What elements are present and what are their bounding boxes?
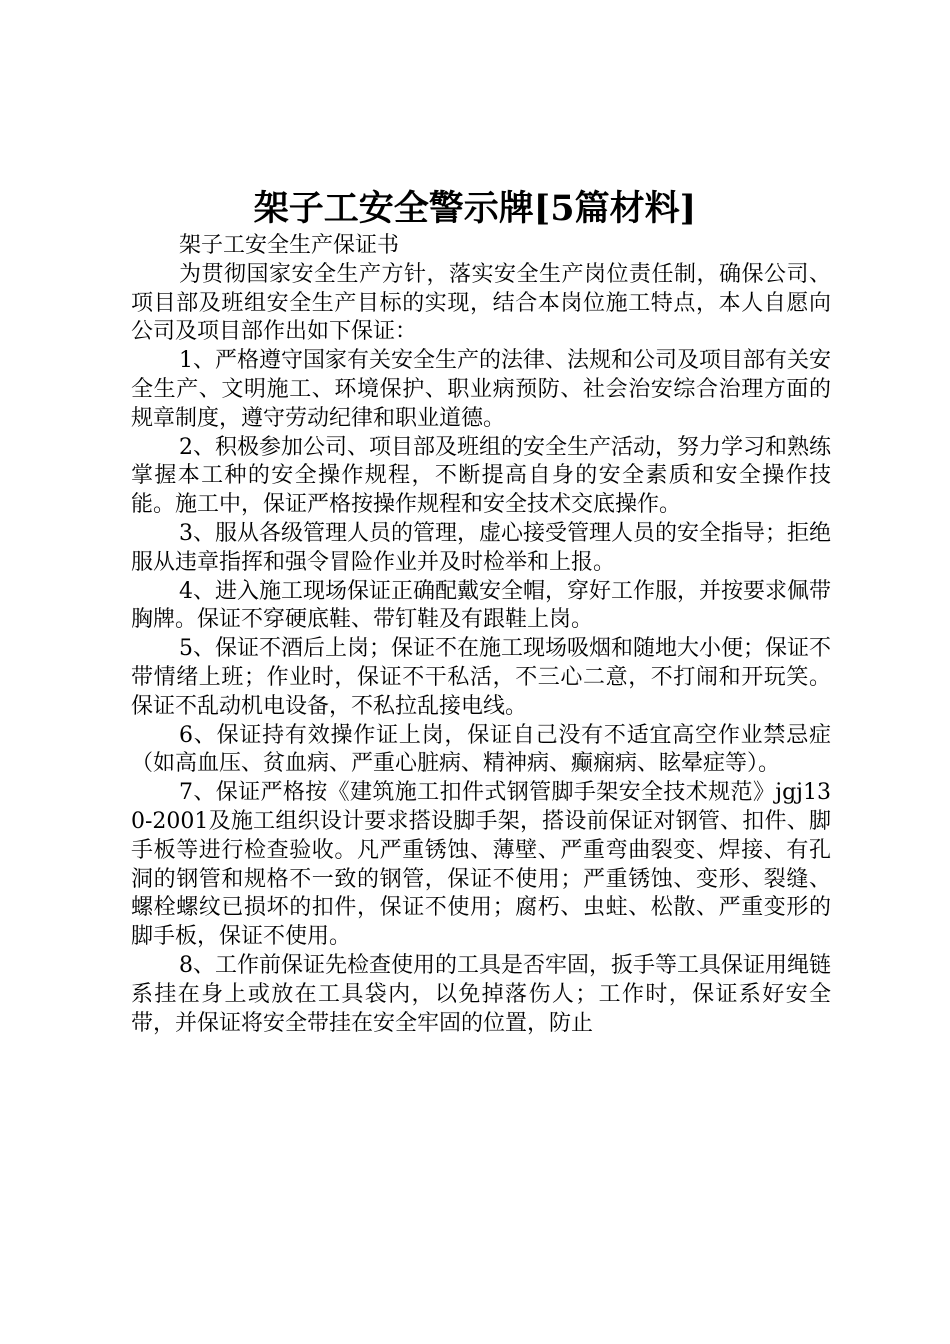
paragraph-item-1: 1、严格遵守国家有关安全生产的法律、法规和公司及项目部有关安全生产、文明施工、环境保护、职业病预防、社会治安综合治理方面的规章制度，遵守劳动纪律和职业道德。 [131,348,831,431]
paragraph-item-2: 2、积极参加公司、项目部及班组的安全生产活动，努力学习和熟练掌握本工种的安全操作规程，不断提高自身的安全素质和安全操作技能。施工中，保证严格按操作规程和安全技术交底操作。 [131,434,831,518]
document-subtitle: 架子工安全生产保证书 [179,233,400,258]
document-title: 架子工安全警示牌[5篇材料] [253,188,697,229]
paragraph-item-4: 4、进入施工现场保证正确配戴安全帽，穿好工作服，并按要求佩带胸牌。保证不穿硬底鞋、带钉鞋及有跟鞋上岗。 [131,578,831,633]
paragraph-item-3: 3、服从各级管理人员的管理，虚心接受管理人员的安全指导；拒绝服从违章指挥和强令冒险作业并及时检举和上报。 [131,520,831,575]
document-body [131,232,831,1038]
paragraph-intro: 为贯彻国家安全生产方针，落实安全生产岗位责任制，确保公司、项目部及班组安全生产目标的实现，结合本岗位施工特点，本人自愿向公司及项目部作出如下保证： [131,261,831,345]
paragraph-item-5: 5、保证不酒后上岗；保证不在施工现场吸烟和随地大小便；保证不带情绪上班；作业时，保证不干私活，不三心二意，不打闹和开玩笑。保证不乱动机电设备，不私拉乱接电线。 [131,636,831,719]
paragraph-item-6: 6、保证持有效操作证上岗，保证自己没有不适宜高空作业禁忌症（如高血压、贫血病、严重心脏病、精神病、癫痫病、眩晕症等）。 [131,722,831,777]
paragraph-item-7: 7、保证严格按《建筑施工扣件式钢管脚手架安全技术规范》jgj130-2001及施工组织设计要求搭设脚手架，搭设前保证对钢管、扣件、脚手板等进行检查验收。凡严重锈蚀、薄壁、严重弯曲裂变、焊接、有孔洞的钢管和规格不一致的钢管，保证不使用；严重锈蚀、变形、裂缝、螺栓螺纹已损坏的扣件，保证不使用；腐朽、虫蛀、松散、严重变形的脚手板，保证不使用。 [131,780,831,950]
paragraph-item-8: 8、工作前保证先检查使用的工具是否牢固，扳手等工具保证用绳链系挂在身上或放在工具袋内，以免掉落伤人；工作时，保证系好安全带，并保证将安全带挂在安全牢固的位置，防止 [131,952,831,1036]
